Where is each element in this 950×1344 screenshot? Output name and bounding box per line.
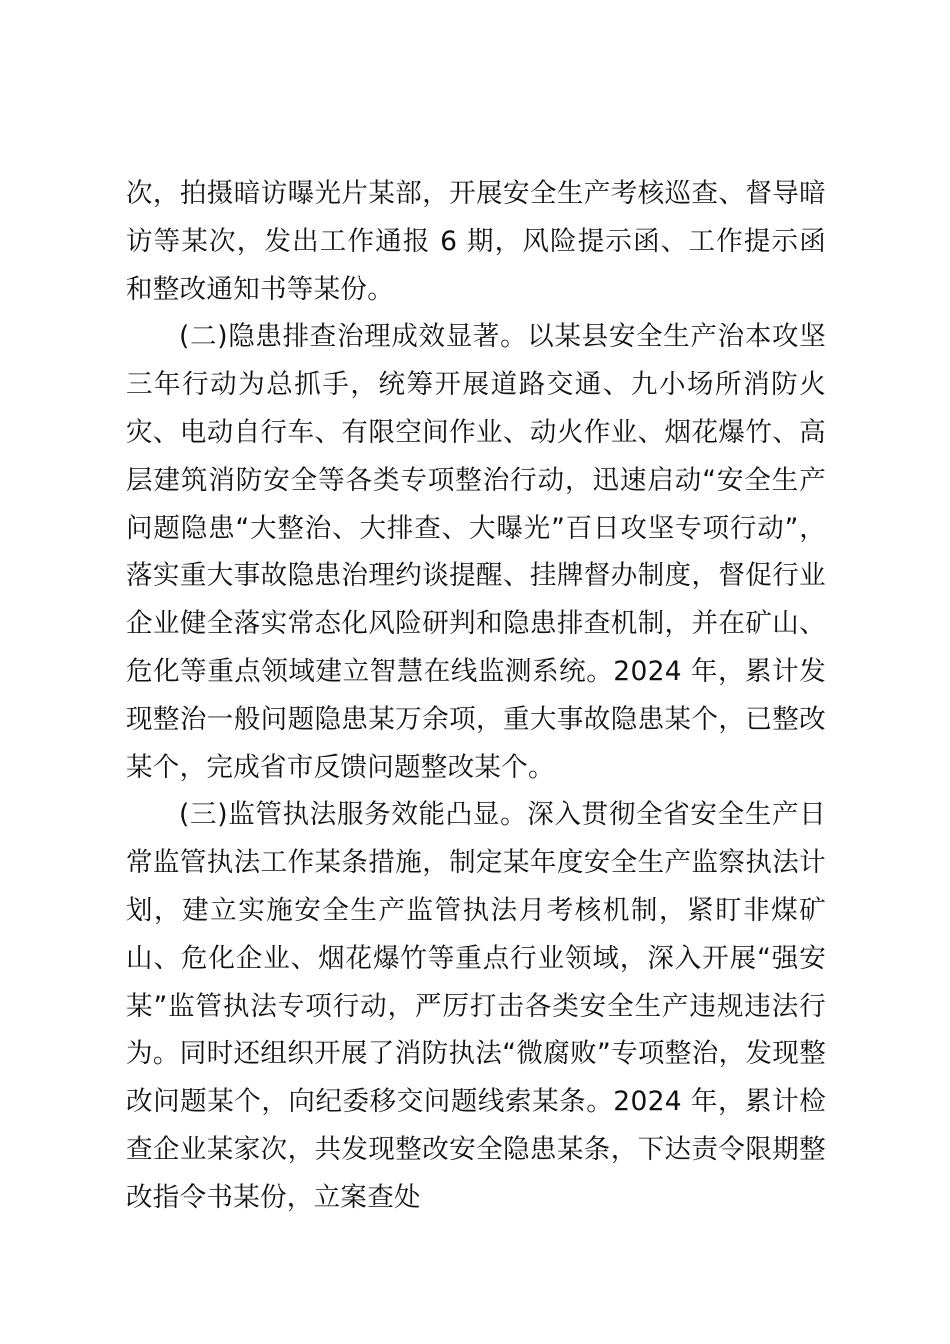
document-body	[126, 170, 826, 1222]
paragraph-supervision-enforcement: (三)监管执法服务效能凸显。深入贯彻全省安全生产日常监管执法工作某条措施，制定某年度安全生产监察执法计划，建立实施安全生产监管执法月考核机制，紧盯非煤矿山、危化企业、烟花爆竹等重点行业领域，深入开展“强安某”监管执法专项行动，严厉打击各类安全生产违规违法行为。同时还组织开展了消防执法“微腐败”专项整治，发现整改问题某个，向纪委移交问题线索某条。2024 年，累计检查企业某家次，共发现整改安全隐患某条，下达责令限期整改指令书某份，立案查处	[126, 799, 826, 1213]
paragraph-hazard-investigation: (二)隐患排查治理成效显著。以某县安全生产治本攻坚三年行动为总抓手，统筹开展道路交通、九小场所消防火灾、电动自行车、有限空间作业、动火作业、烟花爆竹、高层建筑消防安全等各类专项整治行动，迅速启动“安全生产问题隐患“大整治、大排查、大曝光”百日攻坚专项行动”，落实重大事故隐患治理约谈提醒、挂牌督办制度，督促行业企业健全落实常态化风险研判和隐患排查机制，并在矿山、危化等重点领域建立智慧在线监测系统。2024 年，累计发现整治一般问题隐患某万余项，重大事故隐患某个，已整改某个，完成省市反馈问题整改某个。	[126, 321, 826, 783]
paragraph-continuation: 次，拍摄暗访曝光片某部，开展安全生产考核巡查、督导暗访等某次，发出工作通报 6 期，风险提示函、工作提示函和整改通知书等某份。	[126, 178, 826, 305]
